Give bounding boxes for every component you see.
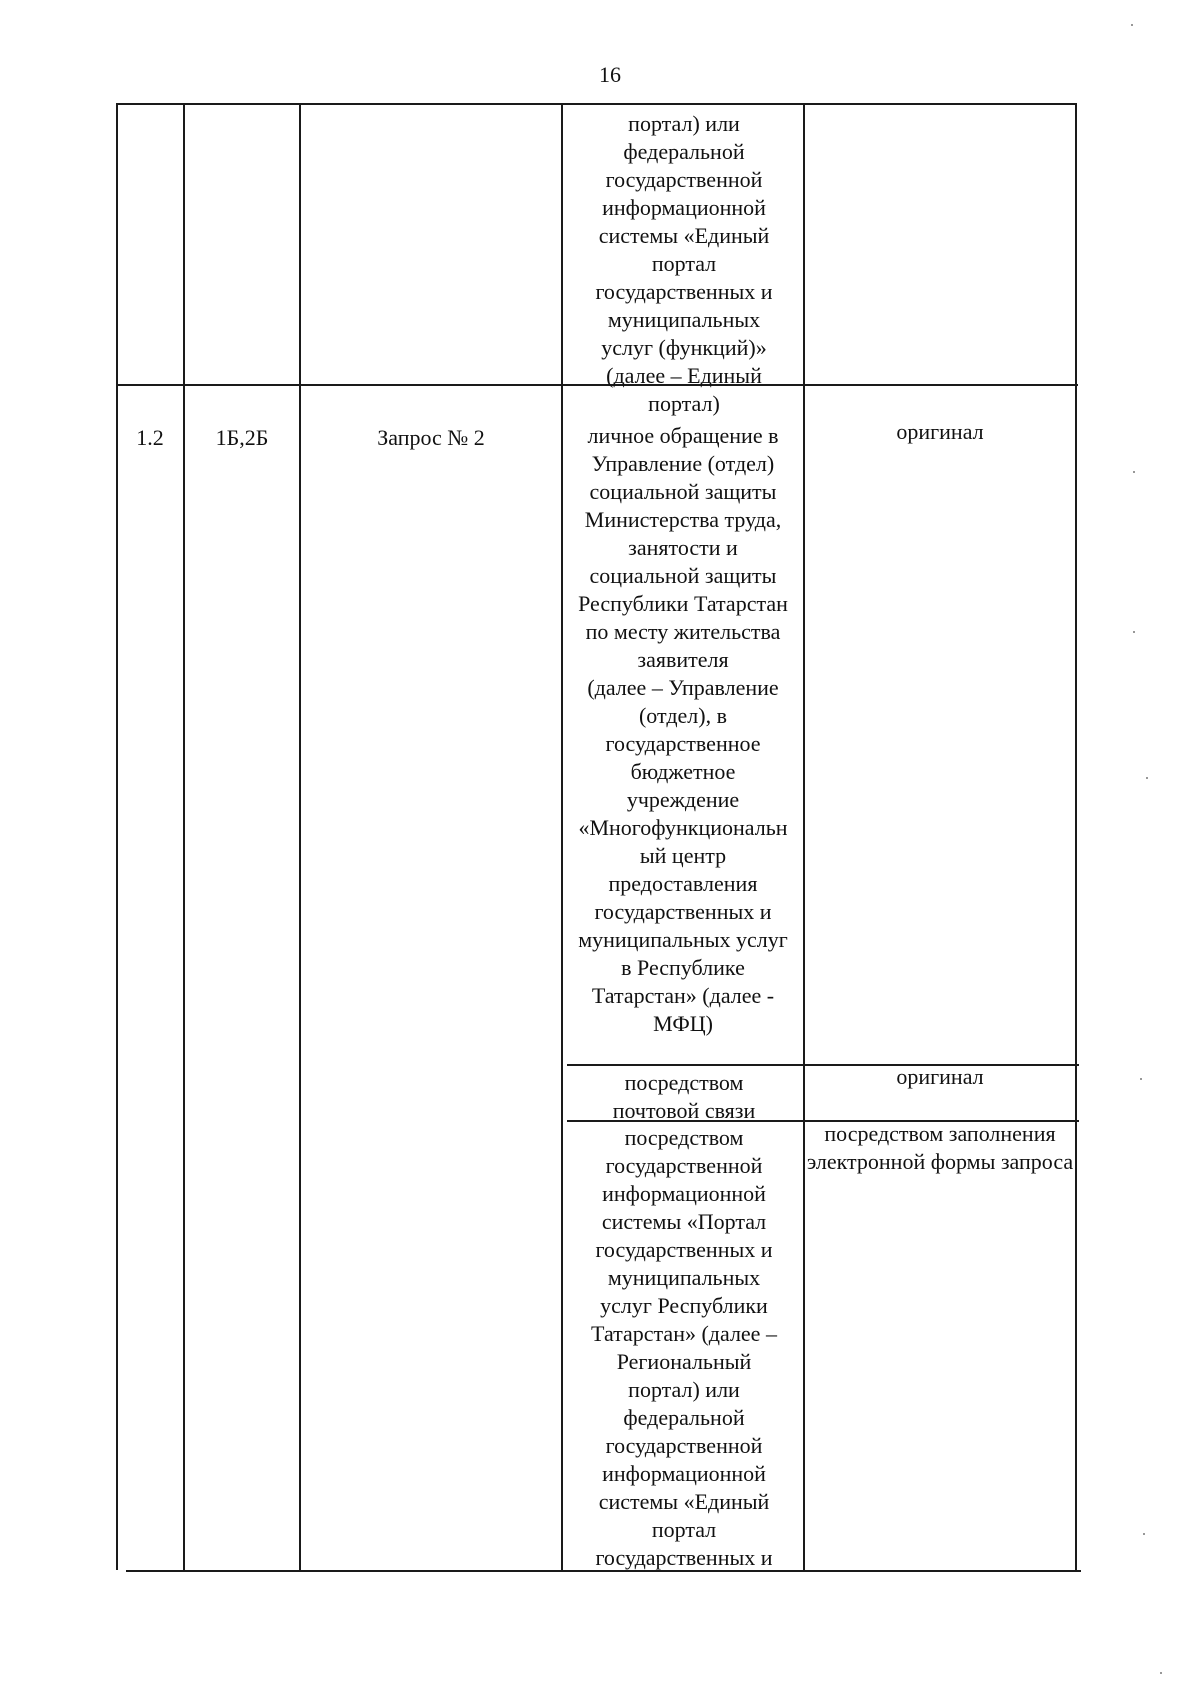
col-border-request [561,103,563,1570]
scan-speck [1143,1533,1145,1535]
continuation-channel-cell: портал) или федеральной государственной информационной системы «Единый портал государственных и муниципальных услуг (функций)» (далее – Единый портал) [595,111,773,416]
form-post-cell: оригинал [896,1064,984,1089]
scan-speck [1133,471,1135,473]
scan-speck [1133,631,1135,633]
scan-speck [1160,1672,1162,1674]
scan-speck [1131,24,1133,26]
scan-speck [1140,1078,1142,1080]
col-border-left [116,103,118,1570]
page-number: 16 [599,62,621,87]
channel-personal-visit-cell: личное обращение в Управление (отдел) социальной защиты Министерства труда, занятости и социальной защиты Республики Татарстан по месту жительства заявителя (далее – Управление (отдел), в государственное бюджетное учреждение «Многофункциональн ый центр предоставления государственных и муниципальных услуг в Республике Татарстан» (далее - МФЦ) [578,423,788,1036]
row-number-cell: 1.2 [136,425,164,450]
col-border-channel [803,103,805,1570]
table-top-border [116,103,1076,105]
channel-post-cell: посредством почтовой связи [612,1070,756,1123]
row-code-cell: 1Б,2Б [215,425,269,450]
channel-portal-cell: посредством государственной информационной системы «Портал государственных и муниципальных услуг Республики Татарстан» (далее – Региональный портал) или федеральной государственной информационной системы «Единый портал государственных и [591,1125,777,1570]
scan-speck [1146,777,1148,779]
form-portal-cell: посредством заполнения электронной формы запроса [806,1121,1074,1174]
row-request-cell: Запрос № 2 [377,425,485,450]
col-border-number [183,103,185,1570]
col-border-right [1075,103,1077,1570]
form-personal-visit-cell: оригинал [896,419,984,444]
col-border-code [299,103,301,1570]
